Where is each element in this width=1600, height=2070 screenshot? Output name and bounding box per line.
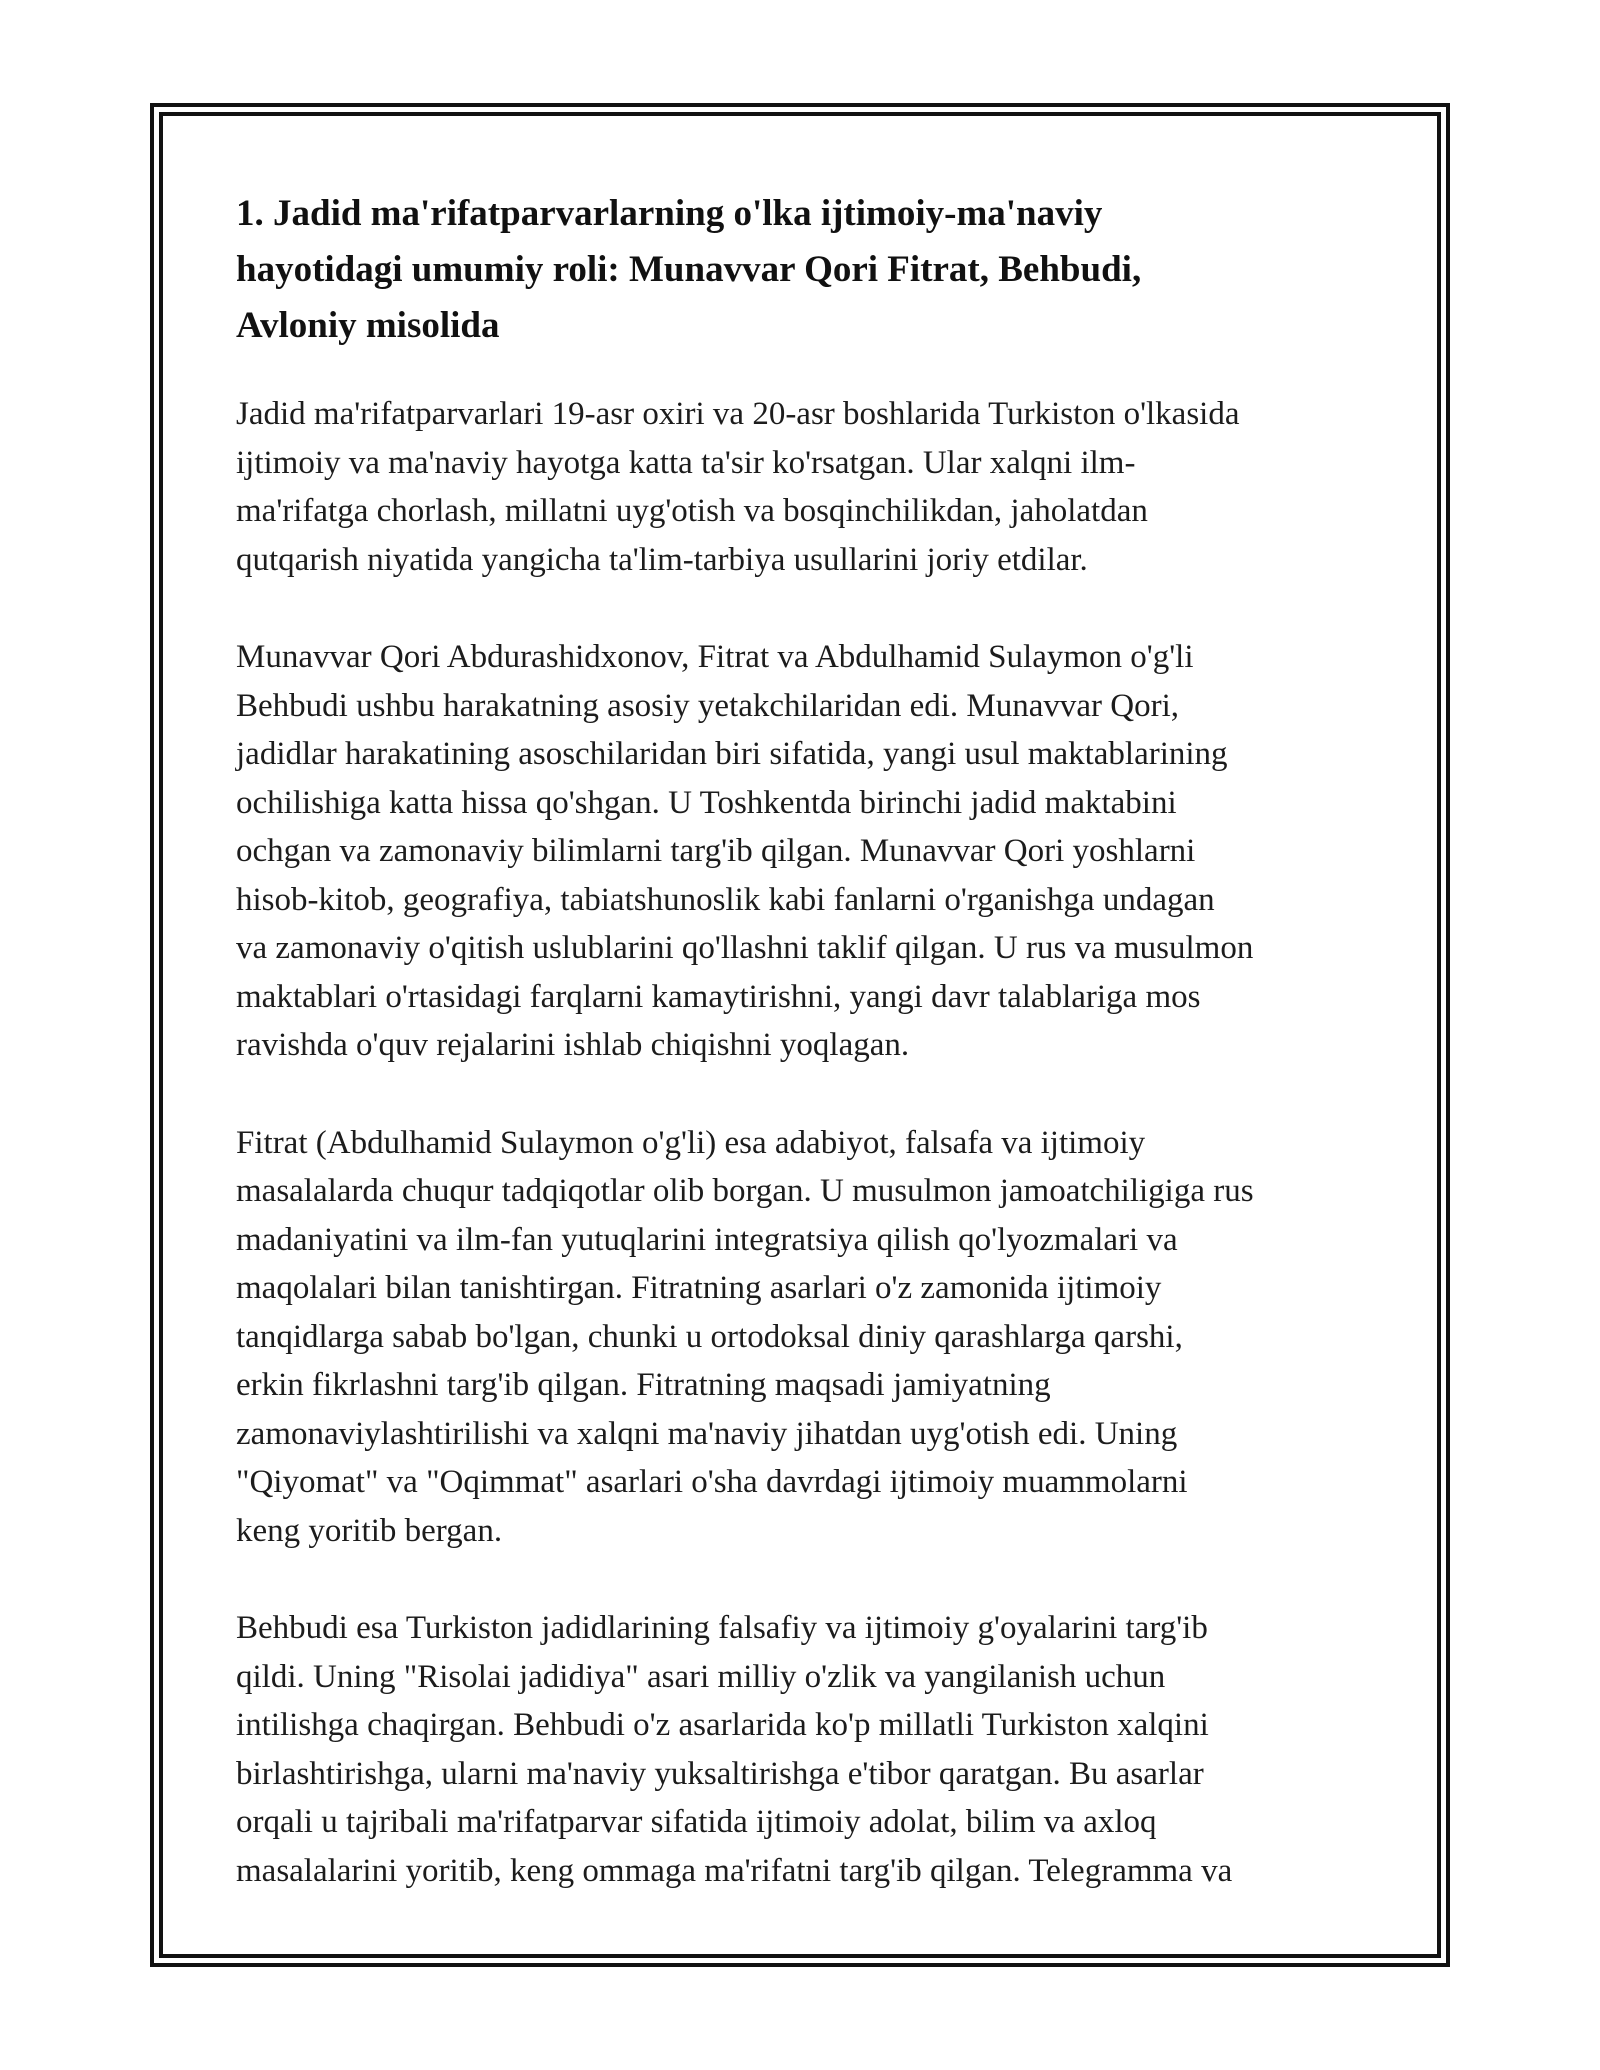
text-line: Jadid ma'rifatparvarlari 19-asr oxiri va 20-asr boshlarida Turkiston o'lkasida bbox=[236, 396, 1240, 432]
text-line: Behbudi ushbu harakatning asosiy yetakchilaridan edi. Munavvar Qori, bbox=[236, 687, 1180, 724]
text-line: maqolalari bilan tanishtirgan. Fitratning asarlari o'z zamonida ijtimoiy bbox=[236, 1270, 1162, 1306]
text-line: masalalarda chuqur tadqiqotlar olib borgan. U musulmon jamoatchiligiga rus bbox=[236, 1173, 1254, 1209]
text-line: zamonaviylashtirilishi va xalqni ma'naviy jihatdan uyg'otish edi. Uning bbox=[236, 1415, 1178, 1452]
text-line: ravishda o'quv rejalarini ishlab chiqishni yoqlagan. bbox=[236, 1027, 910, 1063]
paragraph-behbudi bbox=[236, 1604, 1376, 1895]
text-line: tanqidlarga sabab bo'lgan, chunki u ortodoksal diniy qarashlarga qarshi, bbox=[236, 1318, 1183, 1355]
text-line: masalalarini yoritib, keng ommaga ma'rifatni targ'ib qilgan. Telegramma va bbox=[236, 1852, 1233, 1889]
text-line: erkin fikrlashni targ'ib qilgan. Fitratning maqsadi jamiyatning bbox=[236, 1367, 1051, 1403]
text-line: Behbudi esa Turkiston jadidlarining falsafiy va ijtimoiy g'oyalarini targ'ib bbox=[236, 1610, 1208, 1646]
title-line: hayotidagi umumiy roli: Munavvar Qori Fitrat, Behbudi, bbox=[236, 249, 1142, 290]
text-line: va zamonaviy o'qitish uslublarini qo'llashni taklif qilgan. U rus va musulmon bbox=[236, 930, 1254, 966]
text-line: ochgan va zamonaviy bilimlarni targ'ib qilgan. Munavvar Qori yoshlarni bbox=[236, 833, 1196, 869]
text-line: intilishga chaqirgan. Behbudi o'z asarlarida ko'p millatli Turkiston xalqini bbox=[236, 1707, 1209, 1743]
text-line: qildi. Uning "Risolai jadidiya" asari milliy o'zlik va yangilanish uchun bbox=[236, 1658, 1166, 1695]
paragraph-intro bbox=[236, 390, 1376, 584]
text-line: "Qiyomat" va "Oqimmat" asarlari o'sha davrdagi ijtimoiy muammolarni bbox=[236, 1464, 1188, 1500]
text-line: maktablari o'rtasidagi farqlarni kamaytirishni, yangi davr talablariga mos bbox=[236, 978, 1201, 1015]
text-line: hisob-kitob, geografiya, tabiatshunoslik kabi fanlarni o'rganishga undagan bbox=[236, 881, 1215, 918]
text-line: ochilishiga katta hissa qo'shgan. U Toshkentda birinchi jadid maktabini bbox=[236, 784, 1177, 821]
title-line: 1. Jadid ma'rifatparvarlarning o'lka ijtimoiy-ma'naviy bbox=[236, 193, 1103, 234]
text-line: Munavvar Qori Abdurashidxonov, Fitrat va Abdulhamid Sulaymon o'g'li bbox=[236, 639, 1194, 675]
text-line: Fitrat (Abdulhamid Sulaymon o'g'li) esa adabiyot, falsafa va ijtimoiy bbox=[236, 1124, 1146, 1161]
text-line: birlashtirishga, ularni ma'naviy yuksaltirishga e'tibor qaratgan. Bu asarlar bbox=[236, 1755, 1204, 1792]
section-title bbox=[236, 186, 1376, 354]
text-line: keng yoritib bergan. bbox=[236, 1512, 503, 1549]
document-body bbox=[236, 186, 1376, 1944]
text-line: orqali u tajribali ma'rifatparvar sifatida ijtimoiy adolat, bilim va axloq bbox=[236, 1804, 1157, 1840]
title-line: Avloniy misolida bbox=[236, 305, 500, 346]
paragraph-munavvar-qori bbox=[236, 633, 1376, 1070]
text-line: jadidlar harakatining asoschilaridan biri sifatida, yangi usul maktablarining bbox=[236, 736, 1228, 772]
text-line: madaniyatini va ilm-fan yutuqlarini integratsiya qilish qo'lyozmalari va bbox=[236, 1221, 1178, 1258]
paragraph-fitrat bbox=[236, 1119, 1376, 1556]
text-line: ijtimoiy va ma'naviy hayotga katta ta'sir ko'rsatgan. Ular xalqni ilm- bbox=[236, 444, 1136, 481]
text-line: qutqarish niyatida yangicha ta'lim-tarbiya usullarini joriy etdilar. bbox=[236, 541, 1088, 578]
text-line: ma'rifatga chorlash, millatni uyg'otish va bosqinchilikdan, jaholatdan bbox=[236, 493, 1148, 529]
